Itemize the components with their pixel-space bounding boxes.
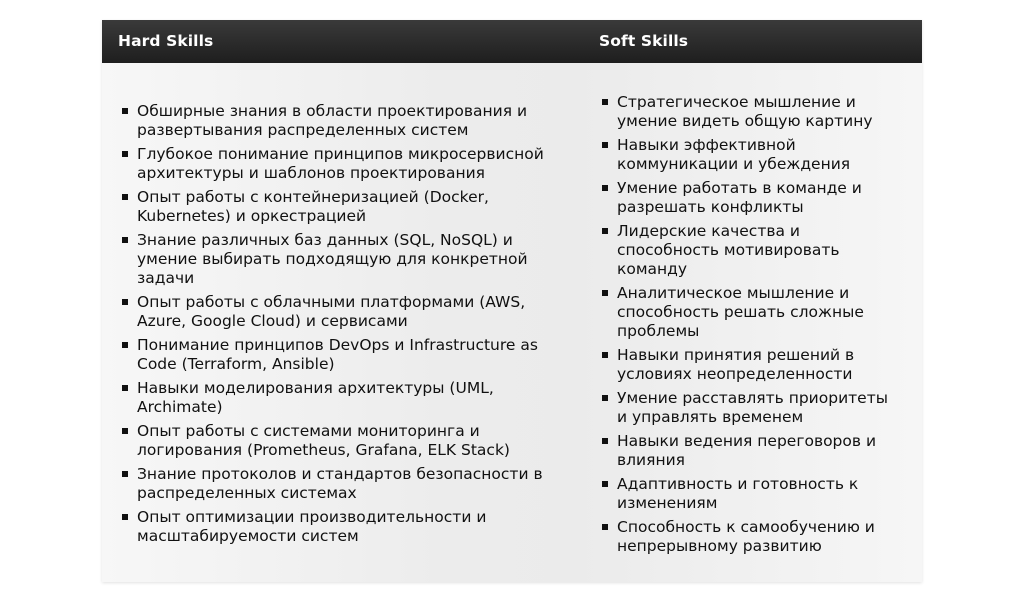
hard-skill-text: Глубокое понимание принципов микросервисной архитектуры и шаблонов проектирования — [137, 145, 544, 182]
soft-skills-list — [602, 93, 902, 561]
hard-skills-list — [122, 102, 562, 551]
table-header — [102, 20, 922, 63]
square-bullet-icon — [602, 481, 608, 487]
list-item — [602, 475, 902, 513]
square-bullet-icon — [122, 428, 128, 434]
list-item — [122, 145, 562, 183]
square-bullet-icon — [602, 438, 608, 444]
soft-skill-text: Навыки ведения переговоров и влияния — [617, 432, 877, 469]
square-bullet-icon — [122, 299, 128, 305]
square-bullet-icon — [122, 342, 128, 348]
skills-table — [102, 20, 922, 582]
square-bullet-icon — [602, 352, 608, 358]
square-bullet-icon — [602, 524, 608, 530]
list-item — [122, 465, 562, 503]
list-item — [602, 432, 902, 470]
hard-skill-text: Опыт работы с контейнеризацией (Docker, Kubernetes) и оркестрацией — [137, 188, 489, 225]
list-item — [122, 231, 562, 288]
square-bullet-icon — [122, 151, 128, 157]
list-item — [602, 93, 902, 131]
soft-skill-text: Навыки эффективной коммуникации и убеждения — [617, 136, 851, 173]
hard-skill-text: Понимание принципов DevOps и Infrastructure as Code (Terraform, Ansible) — [137, 336, 538, 373]
square-bullet-icon — [122, 108, 128, 114]
list-item — [122, 188, 562, 226]
list-item — [122, 508, 562, 546]
list-item — [602, 179, 902, 217]
soft-skill-text: Умение расставлять приоритеты и управлять временем — [617, 389, 888, 426]
square-bullet-icon — [122, 385, 128, 391]
list-item — [602, 346, 902, 384]
soft-skill-text: Аналитическое мышление и способность решать сложные проблемы — [617, 284, 864, 340]
square-bullet-icon — [602, 99, 608, 105]
list-item — [122, 293, 562, 331]
list-item — [602, 284, 902, 341]
list-item — [602, 222, 902, 279]
soft-skill-text: Лидерские качества и способность мотивировать команду — [617, 222, 840, 278]
hard-skill-text: Опыт оптимизации производительности и масштабируемости систем — [137, 508, 487, 545]
list-item — [122, 102, 562, 140]
list-item — [122, 422, 562, 460]
hard-skill-text: Знание различных баз данных (SQL, NoSQL) и умение выбирать подходящую для конкретной задачи — [137, 231, 528, 287]
hard-skill-text: Опыт работы с облачными платформами (AWS, Azure, Google Cloud) и сервисами — [137, 293, 526, 330]
list-item — [602, 389, 902, 427]
list-item — [602, 518, 902, 556]
list-item — [602, 136, 902, 174]
hard-skill-text: Обширные знания в области проектирования и развертывания распределенных систем — [137, 102, 528, 139]
hard-skill-text: Знание протоколов и стандартов безопасности в распределенных системах — [137, 465, 543, 502]
list-item — [122, 379, 562, 417]
square-bullet-icon — [602, 395, 608, 401]
square-bullet-icon — [122, 471, 128, 477]
soft-skill-text: Умение работать в команде и разрешать конфликты — [617, 179, 862, 216]
hard-skills-heading: Hard Skills — [118, 32, 214, 50]
square-bullet-icon — [602, 290, 608, 296]
soft-skill-text: Способность к самообучению и непрерывному развитию — [617, 518, 875, 555]
square-bullet-icon — [602, 142, 608, 148]
hard-skill-text: Опыт работы с системами мониторинга и логирования (Prometheus, Grafana, ELK Stack) — [137, 422, 510, 459]
square-bullet-icon — [602, 185, 608, 191]
soft-skills-heading: Soft Skills — [599, 32, 689, 50]
soft-skill-text: Стратегическое мышление и умение видеть общую картину — [617, 93, 873, 130]
soft-skill-text: Навыки принятия решений в условиях неопределенности — [617, 346, 855, 383]
square-bullet-icon — [122, 514, 128, 520]
list-item — [122, 336, 562, 374]
square-bullet-icon — [122, 237, 128, 243]
soft-skill-text: Адаптивность и готовность к изменениям — [617, 475, 859, 512]
hard-skill-text: Навыки моделирования архитектуры (UML, Archimate) — [137, 379, 494, 416]
square-bullet-icon — [122, 194, 128, 200]
square-bullet-icon — [602, 228, 608, 234]
